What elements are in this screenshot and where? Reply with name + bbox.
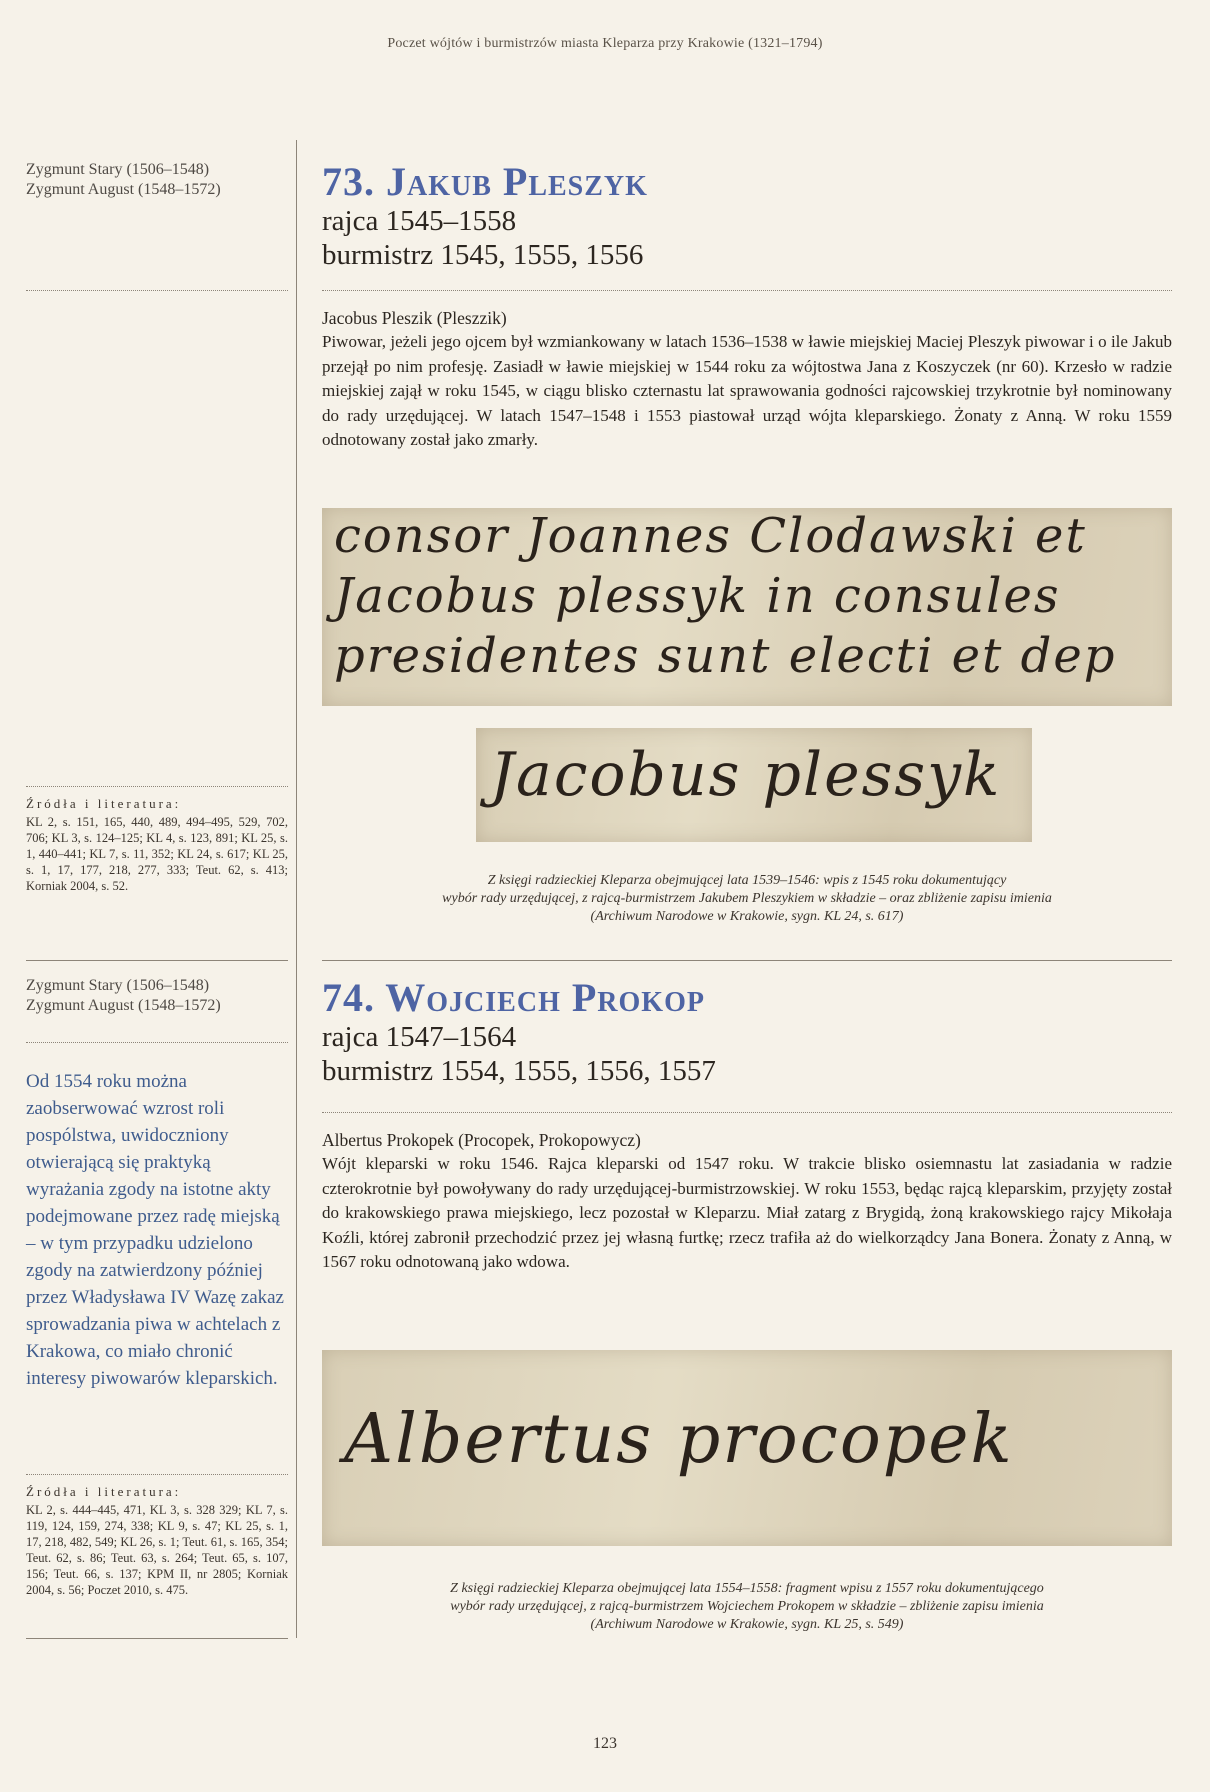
entry-number: 74.: [322, 975, 375, 1020]
page-number: 123: [593, 1735, 617, 1752]
reign-line: Zygmunt August (1548–1572): [26, 997, 221, 1014]
side-note: Od 1554 roku można zaobserwować wzrost roli pospólstwa, uwidoczniony otwierającą się praktyką wyrażania zgody na istotne akty podejmowane przez radę miejską – w tym przypadku udzielono zgody na zatwierdzony później przez Władysława IV Wazę zakaz sprowadzania piwa w achtelach z Krakowa, co miało chronić interesy piwowarów kleparskich.: [26, 1071, 284, 1389]
entry74-sources: [26, 1484, 288, 1598]
reign-line: Zygmunt August (1548–1572): [26, 181, 221, 198]
entry-title: [322, 160, 1172, 204]
entry-title: [322, 976, 1172, 1020]
main-divider: [322, 290, 1172, 291]
sources-text: KL 2, s. 444–445, 471, KL 3, s. 328 329; KL 7, s. 119, 124, 159, 274, 338; KL 9, s. 47; KL 25, s. 1, 17, 218, 482, 549; KL 26, s. 1; Teut. 61, s. 165, 354; Teut. 62, s. 86; Teut. 63, s. 264; Teut. 65, s. 107, 156; Teut. 66, s. 137; KPM II, nr 2805; Korniak 2004, s. 56; Poczet 2010, s. 475.: [26, 1503, 288, 1597]
manuscript-zoom-image: [476, 728, 1032, 842]
caption-line: Z księgi radzieckiej Kleparza obejmującej lata 1539–1546: wpis z 1545 roku dokumentujący: [487, 873, 1007, 888]
entry-number: 73.: [322, 159, 375, 204]
caption-line: (Archiwum Narodowe w Krakowie, sygn. KL 24, s. 617): [590, 909, 904, 924]
sidebar-bottom-rule: [26, 1638, 288, 1639]
column-rule-bottom: [296, 960, 297, 1638]
reign-line: Zygmunt Stary (1506–1548): [26, 161, 210, 178]
manuscript-line: consor Joannes Clodawski et: [334, 508, 1087, 564]
entry-name: Wojciech Prokop: [385, 975, 705, 1020]
caption-line: (Archiwum Narodowe w Krakowie, sygn. KL 25, s. 549): [590, 1617, 904, 1632]
manuscript-image-1557: [322, 1350, 1172, 1546]
reign-line: Zygmunt Stary (1506–1548): [26, 977, 210, 994]
sidebar-entry-separator: [26, 960, 288, 961]
office-rajca: rajca 1547–1564: [322, 1021, 517, 1053]
entry73-body: [322, 306, 1172, 453]
manuscript-line: Jacobus plessyk in consules: [334, 568, 1061, 624]
running-head: Poczet wójtów i burmistrzów miasta Kleparza przy Krakowie (1321–1794): [387, 36, 823, 51]
entry74-body: [322, 1128, 1172, 1275]
manuscript-zoom-text: Jacobus plessyk: [490, 740, 1002, 810]
manuscript-image-1545: [322, 508, 1172, 706]
sidebar-divider: [26, 1474, 288, 1475]
figure-caption-74: [322, 1580, 1172, 1634]
caption-line: Z księgi radzieckiej Kleparza obejmującej lata 1554–1558: fragment wpisu z 1557 roku dokumentującego: [450, 1581, 1044, 1596]
caption-line: wybór rady urzędującej, z rajcą-burmistrzem Wojciechem Prokopem w składzie – zbliżenie zapisu imienia: [450, 1599, 1044, 1614]
main-divider: [322, 1112, 1172, 1113]
caption-line: wybór rady urzędującej, z rajcą-burmistrzem Jakubem Pleszykiem w składzie – oraz zbliżenie zapisu imienia: [442, 891, 1052, 906]
sources-heading: Źródła i literatura:: [26, 796, 182, 811]
column-rule-top: [296, 140, 297, 960]
office-burmistrz: burmistrz 1545, 1555, 1556: [322, 239, 644, 271]
sidebar-divider: [26, 786, 288, 787]
latin-name: Albertus Prokopek (Procopek, Prokopowycz): [322, 1130, 641, 1150]
entry-name: Jakub Pleszyk: [386, 159, 648, 204]
biography: Piwowar, jeżeli jego ojcem był wzmiankowany w latach 1536–1538 w ławie miejskiej Maciej Pleszyk piwowar i o ile Jakub przejął po nim profesję. Zasiadł w ławie miejskiej w 1544 roku za wójtostwa Jana z Koszyczek (nr 60). Krzesło w radzie miejskiej zajął w roku 1545, w ciągu blisko czternastu lat sprawowania godności rajcowskiej trzykrotnie był nominowany do rady urzędującej. W latach 1547–1548 i 1553 piastował urząd wójta kleparskiego. Żonaty z Anną. W roku 1559 odnotowany został jako zmarły.: [322, 332, 1172, 449]
manuscript-line: presidentes sunt electi et dep: [334, 628, 1117, 684]
entry74-header: [322, 976, 1172, 1088]
entry73-sources: [26, 796, 288, 894]
sidebar-divider: [26, 290, 288, 291]
sources-text: KL 2, s. 151, 165, 440, 489, 494–495, 529, 702, 706; KL 3, s. 124–125; KL 4, s. 123, 891; KL 25, s. 1, 440–441; KL 7, s. 11, 352; KL 24, s. 617; KL 25, s. 1, 17, 177, 218, 277, 333; Teut. 62, s. 413; Korniak 2004, s. 52.: [26, 815, 288, 893]
latin-name: Jacobus Pleszik (Pleszzik): [322, 308, 507, 328]
entry-separator: [322, 960, 1172, 961]
entry73-reigns: [26, 160, 288, 200]
figure-caption-73: [322, 872, 1172, 926]
office-burmistrz: burmistrz 1554, 1555, 1556, 1557: [322, 1055, 716, 1087]
sources-heading: Źródła i literatura:: [26, 1484, 182, 1499]
entry73-header: [322, 160, 1172, 272]
biography: Wójt kleparski w roku 1546. Rajca kleparski od 1547 roku. W trakcie blisko osiemnastu lat zasiadania w radzie czterokrotnie był powoływany do rady urzędującej-burmistrzowskiej. W roku 1553, będąc rajcą kleparskim, przyjęty został do krakowskiego prawa miejskiego, lecz pozostał w Kleparzu. Miał zatarg z Brygidą, żoną krakowskiego rajcy Mikołaja Koźli, której zabronił przechodzić przez jej własną furtkę; rzecz trafiła aż do wielkorządcy Jana Bonera. Żonaty z Anną, w 1567 roku odnotowaną jako wdowa.: [322, 1154, 1172, 1271]
manuscript-text: Albertus procopek: [344, 1400, 1014, 1479]
sidebar-divider: [26, 1042, 288, 1043]
office-rajca: rajca 1545–1558: [322, 205, 517, 237]
entry74-reigns: [26, 976, 288, 1016]
